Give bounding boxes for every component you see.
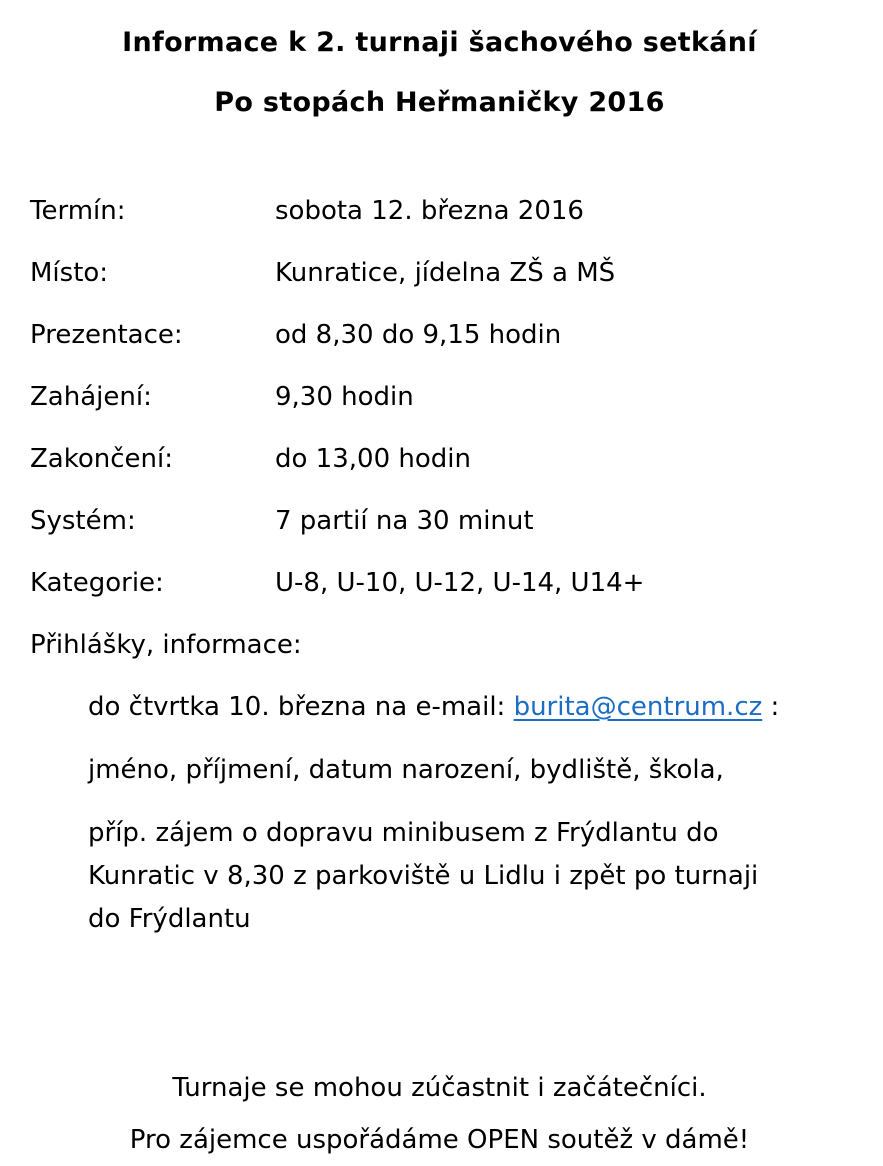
email-link[interactable]: burita@centrum.cz <box>513 692 763 722</box>
detail-label: Zahájení: <box>30 382 152 412</box>
detail-value: sobota 12. března 2016 <box>275 196 584 226</box>
detail-label: Zakončení: <box>30 444 174 474</box>
detail-value: U-8, U-10, U-12, U-14, U14+ <box>275 568 645 598</box>
detail-value: do 13,00 hodin <box>275 444 471 474</box>
footer-line-beginners: Turnaje se mohou zúčastnit i začátečníci. <box>172 1073 707 1103</box>
detail-label: Kategorie: <box>30 568 164 598</box>
detail-row-termin <box>30 196 849 258</box>
detail-row-system <box>30 506 849 568</box>
transport-line: do Frýdlantu <box>88 904 251 934</box>
deadline-text: do čtvrtka 10. března na e-mail: <box>88 692 514 722</box>
detail-row-misto <box>30 258 849 320</box>
required-info: jméno, příjmení, datum narození, bydliště, škola, <box>88 755 724 785</box>
document-title <box>30 12 849 132</box>
transport-line: příp. zájem o dopravu minibusem z Frýdlantu do <box>88 818 719 848</box>
detail-row-kategorie <box>30 568 849 630</box>
detail-row-zahajeni <box>30 382 849 444</box>
application-deadline <box>88 692 849 755</box>
title-line-1: Informace k 2. turnaji šachového setkání <box>122 26 757 58</box>
title-line-2: Po stopách Heřmaničky 2016 <box>214 86 665 118</box>
detail-label: Termín: <box>30 196 126 226</box>
detail-value: 7 partií na 30 minut <box>275 506 534 536</box>
detail-value: 9,30 hodin <box>275 382 414 412</box>
transport-line: Kunratic v 8,30 z parkoviště u Lidlu i zpět po turnaji <box>88 861 759 891</box>
detail-row-zakonceni <box>30 444 849 506</box>
footer-notes <box>30 1062 849 1166</box>
transport-note <box>88 812 849 941</box>
deadline-suffix: : <box>762 692 780 722</box>
detail-row-prezentace <box>30 320 849 382</box>
footer-line-open: Pro zájemce uspořádáme OPEN soutěž v dámě! <box>129 1125 750 1155</box>
detail-value: od 8,30 do 9,15 hodin <box>275 320 562 350</box>
detail-label: Místo: <box>30 258 109 288</box>
detail-label: Systém: <box>30 506 136 536</box>
detail-value: Kunratice, jídelna ZŠ a MŠ <box>275 258 616 288</box>
tournament-details <box>30 196 849 630</box>
detail-label: Prezentace: <box>30 320 183 350</box>
applications-heading: Přihlášky, informace: <box>30 630 302 660</box>
